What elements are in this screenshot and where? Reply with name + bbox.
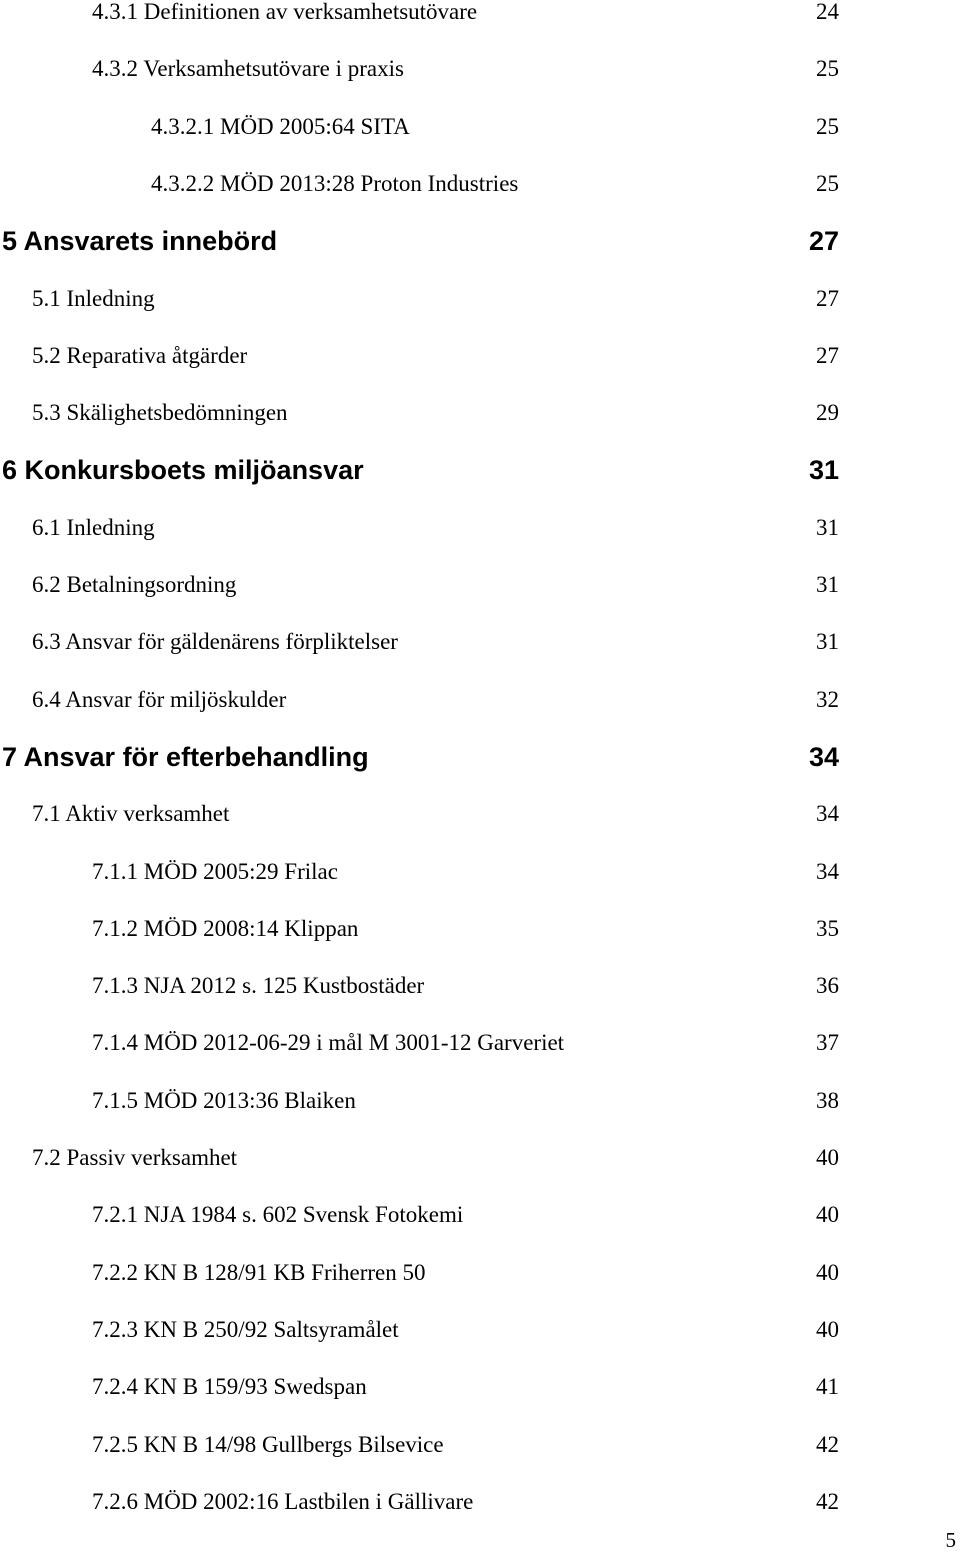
toc-entry[interactable] — [0, 1081, 960, 1121]
toc-entry[interactable] — [0, 680, 960, 720]
toc-entry[interactable] — [0, 1253, 960, 1293]
toc-entry[interactable] — [0, 49, 960, 89]
toc-entry[interactable] — [0, 1310, 960, 1350]
toc-entry-page: 31 — [816, 572, 839, 597]
toc-entry[interactable] — [0, 450, 960, 490]
toc-entry-page: 40 — [816, 1317, 839, 1342]
toc-entry-page: 41 — [816, 1374, 839, 1399]
toc-entry[interactable] — [0, 393, 960, 433]
toc-entry-title: 7.2.3 KN B 250/92 Saltsyramålet — [92, 1317, 399, 1342]
toc-entry-page: 27 — [816, 343, 839, 368]
toc-entry[interactable] — [0, 565, 960, 605]
toc-entry-page: 34 — [816, 859, 839, 884]
toc-entry-title: 6.1 Inledning — [32, 515, 155, 540]
toc-entry-title: 5 Ansvarets innebörd — [2, 226, 278, 256]
toc-entry-page: 27 — [816, 286, 839, 311]
toc-entry-title: 7.2.2 KN B 128/91 KB Friherren 50 — [92, 1260, 426, 1285]
toc-entry-title: 7.2.1 NJA 1984 s. 602 Svensk Fotokemi — [92, 1202, 464, 1227]
toc-entry-page: 31 — [816, 629, 839, 654]
toc-entry[interactable] — [0, 336, 960, 376]
toc-entry-title: 4.3.2.1 MÖD 2005:64 SITA — [151, 114, 410, 139]
toc-entry-title: 7.1.4 MÖD 2012-06-29 i mål M 3001-12 Garveriet — [92, 1030, 565, 1055]
toc-entry[interactable] — [0, 622, 960, 662]
toc-entry-title: 4.3.1 Definitionen av verksamhetsutövare — [92, 0, 478, 24]
toc-entry-title: 5.2 Reparativa åtgärder — [32, 343, 248, 368]
toc-entry[interactable] — [0, 1367, 960, 1407]
toc-entry-title: 7.2 Passiv verksamhet — [32, 1145, 238, 1170]
toc-entry-page: 34 — [816, 801, 839, 826]
toc-entry-page: 25 — [816, 171, 839, 196]
toc-entry[interactable] — [0, 1195, 960, 1235]
toc-entry[interactable] — [0, 279, 960, 319]
toc-entry-title: 7.2.6 MÖD 2002:16 Lastbilen i Gällivare — [92, 1489, 474, 1514]
toc-entry[interactable] — [0, 1425, 960, 1465]
toc-entry[interactable] — [0, 1023, 960, 1063]
toc-entry-title: 5.1 Inledning — [32, 286, 155, 311]
toc-entry-page: 32 — [816, 687, 839, 712]
toc-entry-page: 34 — [808, 742, 839, 772]
toc-entry-page: 25 — [816, 114, 839, 139]
toc-entry-title: 6.4 Ansvar för miljöskulder — [32, 687, 287, 712]
toc-entry-title: 6 Konkursboets miljöansvar — [2, 455, 364, 485]
toc-entry[interactable] — [0, 1138, 960, 1178]
toc-entry-title: 4.3.2.2 MÖD 2013:28 Proton Industries — [151, 171, 519, 196]
toc-entry-title: 7 Ansvar för efterbehandling — [2, 742, 369, 772]
toc-entry-page: 40 — [816, 1145, 839, 1170]
toc-entry[interactable] — [0, 164, 960, 204]
toc-entry-title: 7.2.5 KN B 14/98 Gullbergs Bilsevice — [92, 1432, 444, 1457]
toc-entry[interactable] — [0, 966, 960, 1006]
toc-entry-page: 37 — [816, 1030, 839, 1055]
toc-entry-page: 25 — [816, 56, 839, 81]
toc-entry-page: 35 — [816, 916, 839, 941]
toc-entry-page: 27 — [808, 226, 839, 256]
toc-entry[interactable] — [0, 221, 960, 261]
toc-entry-title: 6.3 Ansvar för gäldenärens förpliktelser — [32, 629, 398, 654]
toc-entry-page: 40 — [816, 1202, 839, 1227]
toc-entry-page: 38 — [816, 1088, 839, 1113]
toc-entry-page: 40 — [816, 1260, 839, 1285]
toc-entry[interactable] — [0, 852, 960, 892]
toc-entry-title: 7.2.4 KN B 159/93 Swedspan — [92, 1374, 367, 1399]
toc-entry-page: 29 — [816, 400, 839, 425]
toc-entry-page: 31 — [816, 515, 839, 540]
page-number: 5 — [945, 1528, 956, 1552]
toc-entry-title: 7.1.2 MÖD 2008:14 Klippan — [92, 916, 359, 941]
toc-entry-page: 36 — [816, 973, 839, 998]
toc-entry-title: 5.3 Skälighetsbedömningen — [32, 400, 288, 425]
toc-entry[interactable] — [0, 737, 960, 777]
toc-entry-title: 7.1.3 NJA 2012 s. 125 Kustbostäder — [92, 973, 425, 998]
toc-entry-title: 7.1 Aktiv verksamhet — [32, 801, 230, 826]
toc-entry-title: 6.2 Betalningsordning — [32, 572, 237, 597]
toc-entry-page: 24 — [816, 0, 839, 24]
toc-entry-title: 4.3.2 Verksamhetsutövare i praxis — [92, 56, 404, 81]
toc-entry[interactable] — [0, 1482, 960, 1522]
toc-entry[interactable] — [0, 0, 960, 32]
toc-entry-page: 42 — [816, 1432, 839, 1457]
toc-entry[interactable] — [0, 794, 960, 834]
toc-entry-title: 7.1.1 MÖD 2005:29 Frilac — [92, 859, 338, 884]
toc-entry-title: 7.1.5 MÖD 2013:36 Blaiken — [92, 1088, 356, 1113]
toc-entry[interactable] — [0, 508, 960, 548]
toc-entry[interactable] — [0, 107, 960, 147]
toc-entry-page: 42 — [816, 1489, 839, 1514]
toc-entry-page: 31 — [808, 455, 839, 485]
toc-entry[interactable] — [0, 909, 960, 949]
